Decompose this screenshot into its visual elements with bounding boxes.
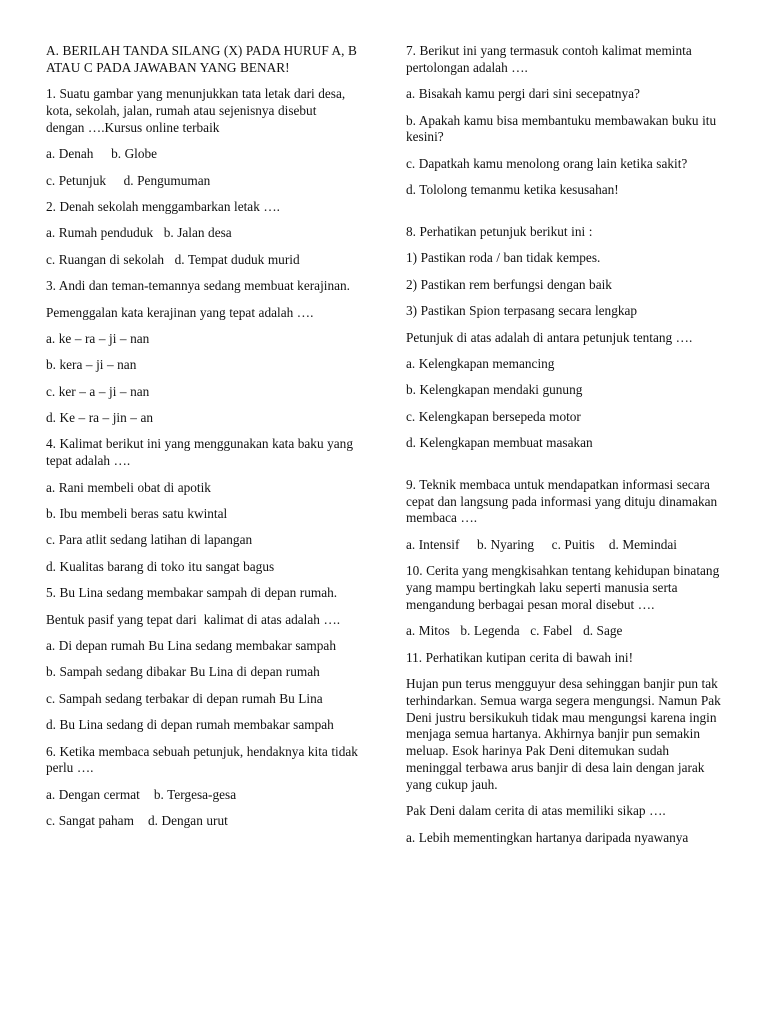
- question-3-option-c: c. ker – a – ji – nan: [46, 383, 150, 399]
- question-3-context: 3. Andi dan teman-temannya sedang membuat kerajinan.: [46, 278, 350, 294]
- question-2-options-ab: a. Rumah penduduk b. Jalan desa: [46, 225, 232, 241]
- question-3-option-d: d. Ke – ra – jin – an: [46, 410, 154, 426]
- question-4-option-a: a. Rani membeli obat di apotik: [46, 479, 211, 495]
- question-7-option-b: b. Apakah kamu bisa membantuku membawakan buku itu kesini?: [406, 112, 720, 145]
- question-5-option-a: a. Di depan rumah Bu Lina sedang membakar sampah: [46, 638, 336, 653]
- question-9-options: a. Intensif b. Nyaring c. Puitis d. Memindai: [406, 536, 677, 552]
- question-8-option-c: c. Kelengkapan bersepeda motor: [406, 408, 581, 424]
- question-3: Pemenggalan kata kerajinan yang tepat adalah ….: [46, 304, 314, 320]
- question-1: 1. Suatu gambar yang menunjukkan tata letak dari desa, kota, sekolah, jalan, rumah atau sejenisnya disebut dengan ….Kursus online terbaik: [46, 86, 349, 135]
- question-7-option-c: c. Dapatkah kamu menolong orang lain ketika sakit?: [406, 155, 688, 171]
- question-6: 6. Ketika membaca sebuah petunjuk, hendaknya kita tidak perlu ….: [46, 743, 362, 776]
- question-7-option-d: d. Tololong temanmu ketika kesusahan!: [406, 182, 619, 198]
- section-instruction: A. BERILAH TANDA SILANG (X) PADA HURUF A, B ATAU C PADA JAWABAN YANG BENAR!: [46, 43, 360, 75]
- question-1-options-cd: c. Petunjuk d. Pengumuman: [46, 172, 211, 188]
- left-column: [46, 43, 362, 840]
- question-5-option-b: b. Sampah sedang dibakar Bu Lina di depan rumah: [46, 664, 320, 680]
- question-4: 4. Kalimat berikut ini yang menggunakan kata baku yang tepat adalah ….: [46, 436, 357, 469]
- question-4-option-b: b. Ibu membeli beras satu kwintal: [46, 506, 228, 522]
- question-5-option-d: d. Bu Lina sedang di depan rumah membakar sampah: [46, 717, 334, 733]
- question-7-option-a: a. Bisakah kamu pergi dari sini secepatnya?: [406, 86, 640, 102]
- question-8-item-3: 3) Pastikan Spion terpasang secara lengkap: [406, 303, 638, 319]
- question-11-prompt: Pak Deni dalam cerita di atas memiliki sikap ….: [406, 803, 666, 819]
- question-3-option-b: b. kera – ji – nan: [46, 357, 137, 373]
- question-11-option-a: a. Lebih mementingkan hartanya daripada nyawanya: [406, 829, 689, 845]
- question-10-options: a. Mitos b. Legenda c. Fabel d. Sage: [406, 623, 623, 639]
- question-8-item-1: 1) Pastikan roda / ban tidak kempes.: [406, 250, 601, 266]
- question-9: 9. Teknik membaca untuk mendapatkan informasi secara cepat dan langsung pada informasi yang dituju dinamakan membaca ….: [406, 476, 721, 526]
- question-8-option-a: a. Kelengkapan memancing: [406, 355, 555, 371]
- question-8-option-b: b. Kelengkapan mendaki gunung: [406, 382, 583, 398]
- question-4-option-d: d. Kualitas barang di toko itu sangat bagus: [46, 558, 275, 574]
- question-8-option-d: d. Kelengkapan membuat masakan: [406, 435, 593, 451]
- question-8-prompt: Petunjuk di atas adalah di antara petunjuk tentang ….: [406, 329, 693, 345]
- question-5-context: 5. Bu Lina sedang membakar sampah di depan rumah.: [46, 585, 338, 601]
- question-2-options-cd: c. Ruangan di sekolah d. Tempat duduk murid: [46, 251, 300, 267]
- question-8: 8. Perhatikan petunjuk berikut ini :: [406, 223, 593, 239]
- question-11: 11. Perhatikan kutipan cerita di bawah ini!: [406, 649, 634, 665]
- question-7: 7. Berikut ini yang termasuk contoh kalimat meminta pertolongan adalah ….: [406, 43, 696, 75]
- question-3-option-a: a. ke – ra – ji – nan: [46, 330, 150, 346]
- right-column: [406, 43, 726, 856]
- question-4-option-c: c. Para atlit sedang latihan di lapangan: [46, 532, 253, 548]
- question-5-option-c: c. Sampah sedang terbakar di depan rumah Bu Lina: [46, 690, 323, 706]
- question-8-item-2: 2) Pastikan rem berfungsi dengan baik: [406, 276, 612, 292]
- question-11-passage: Hujan pun terus mengguyur desa sehinggan banjir pun tak terhindarkan. Semua warga segera mengungsi. Namun Pak Deni justru bersikukuh tidak mau mengungsi karena ingin menjaga semua hartanya. Akhirnya banjir pun semakin meluap. Esok harinya Pak Deni ditemukan sudah meninggal terbawa arus banjir di desa lain dengan jarak yang cukup jauh.: [406, 676, 725, 792]
- question-10: 10. Cerita yang mengkisahkan tentang kehidupan binatang yang mampu bertingkah laku seperti manusia serta mengandung berbagai pesan moral disebut ….: [406, 563, 723, 612]
- question-6-options-cd: c. Sangat paham d. Dengan urut: [46, 813, 228, 829]
- question-6-options-ab: a. Dengan cermat b. Tergesa-gesa: [46, 786, 237, 802]
- question-1-options-ab: a. Denah b. Globe: [46, 146, 158, 162]
- question-2: 2. Denah sekolah menggambarkan letak ….: [46, 198, 280, 214]
- question-5: Bentuk pasif yang tepat dari kalimat di atas adalah ….: [46, 611, 341, 627]
